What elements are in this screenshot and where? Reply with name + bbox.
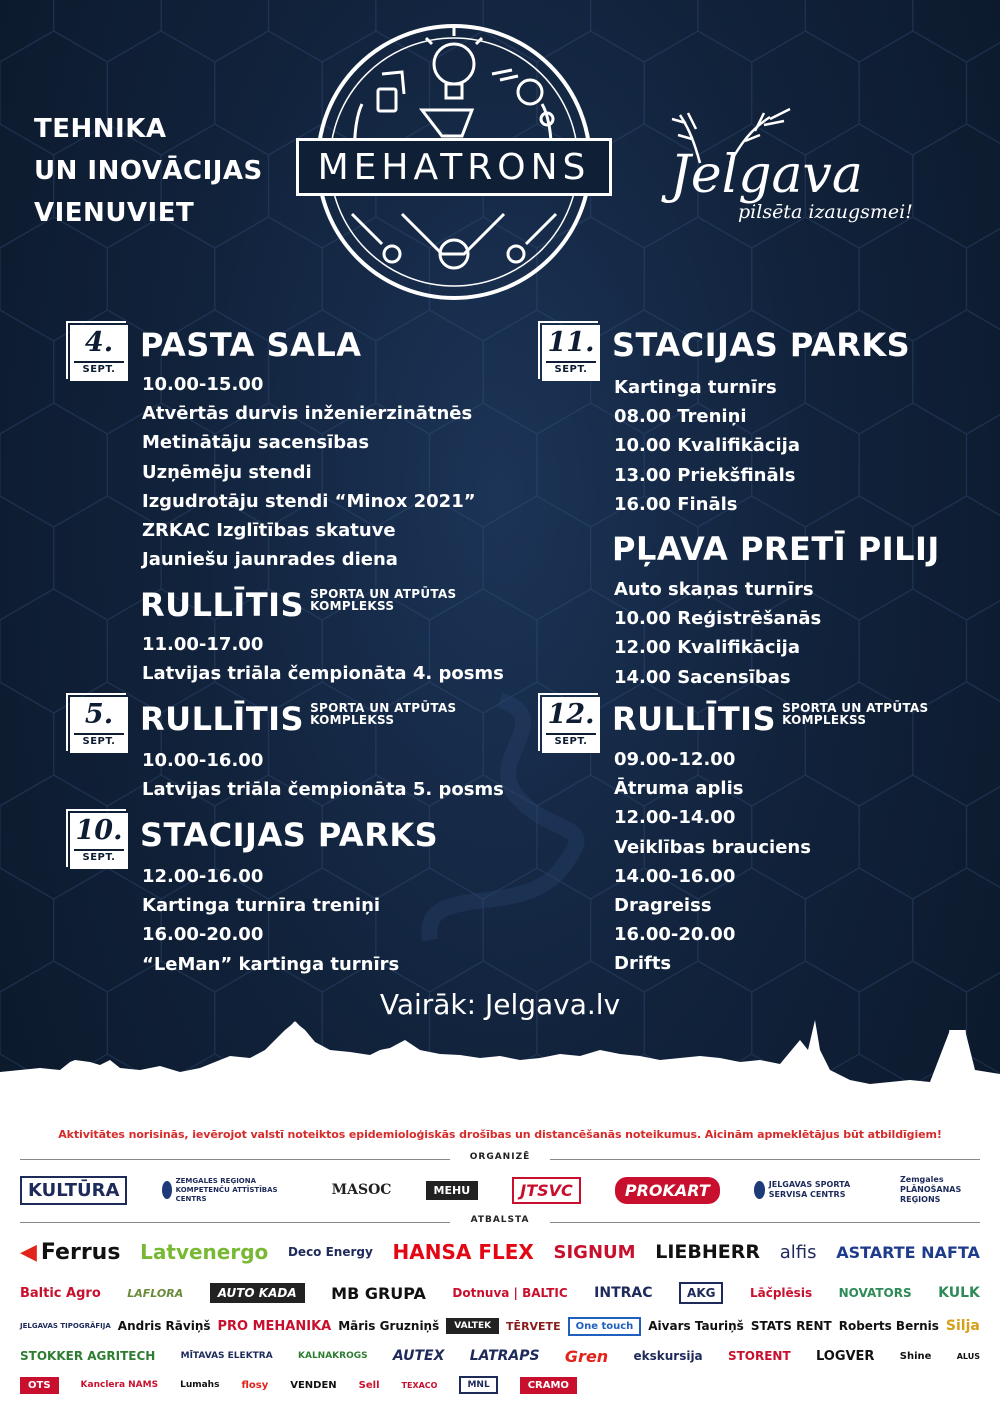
tagline-line: VIENUVIET — [34, 198, 195, 228]
event-item: 12.00-14.00 — [614, 807, 736, 829]
supporter-logo: MNL — [459, 1376, 497, 1394]
event-item: 16.00-20.00 — [614, 924, 736, 946]
event-item: 16.00-20.00 — [142, 924, 264, 946]
hexagon-shape — [913, 868, 1000, 992]
city-name: Jelgava — [670, 145, 863, 205]
supporter-logo: NOVATORS — [838, 1286, 912, 1300]
event-item: 09.00-12.00 — [614, 749, 736, 770]
hexagon-shape — [0, 496, 54, 620]
supporter-logo: Silja — [945, 1318, 980, 1334]
supporter-logo: VALTEK — [446, 1318, 499, 1334]
event-item: 14.00 Sacensības — [614, 666, 791, 688]
event-item: 10.00-15.00 — [142, 374, 264, 395]
ferrus-icon: ◀ — [20, 1239, 37, 1265]
venue-title: STACIJAS PARKS — [140, 816, 439, 854]
event-item: Dragreiss — [614, 895, 712, 917]
hexagon-shape — [752, 217, 859, 341]
hexagon-shape — [967, 775, 1000, 899]
event-item: Ātruma aplis — [614, 778, 744, 800]
hexagon-shape — [0, 682, 54, 806]
venue-title — [140, 700, 456, 738]
organizer-logo: Zemgales PLĀNOŠANAS REĢIONS — [899, 1175, 962, 1204]
supporter-logo: Lāčplēsis — [749, 1286, 813, 1300]
supporter-logo: CRAMO — [520, 1377, 577, 1394]
hexagon-shape — [805, 868, 912, 992]
event-item: 12.00-16.00 — [142, 866, 264, 887]
hexagon-shape — [967, 31, 1000, 155]
hexagon-shape — [859, 589, 966, 713]
supporter-logo: flosy — [241, 1379, 269, 1391]
date-day: 5. — [84, 699, 114, 730]
hexagon-shape — [913, 124, 1000, 248]
hexagon-shape — [161, 0, 268, 62]
hexagon-shape — [913, 310, 1000, 434]
event-item: Kartinga turnīra treniņi — [142, 895, 381, 917]
supporter-logo: Roberts Bernis — [838, 1319, 939, 1333]
supporter-logo: OTS — [20, 1377, 59, 1394]
venue-subtitle — [310, 588, 456, 612]
date-badge — [70, 325, 128, 381]
supporter-logo: AUTO KADA — [210, 1283, 305, 1303]
venue-name: RULLĪTIS — [612, 700, 777, 738]
supporters-heading: ATBALSTA — [20, 1215, 980, 1229]
supporter-logo: AKG — [679, 1282, 723, 1304]
organizer-logo-icon — [754, 1181, 765, 1199]
supporter-logo: KALNAKROGS — [298, 1351, 368, 1361]
event-items — [142, 630, 504, 688]
supporter-logo: Sell — [358, 1379, 380, 1391]
date-month: SEPT. — [74, 733, 124, 749]
supporter-logo: TĒRVETE — [506, 1319, 561, 1333]
supporter-logo: One touch — [568, 1317, 642, 1336]
event-item: 14.00-16.00 — [614, 865, 736, 887]
supporter-logo: Lumahs — [180, 1380, 220, 1390]
supporter-logo — [20, 1240, 120, 1265]
hexagon-shape — [967, 403, 1000, 527]
supporter-logo: Andris Rāviņš — [117, 1319, 211, 1333]
supporter-logo: Māris Gruzniņš — [338, 1319, 440, 1333]
venue-title: PĻAVA PRETĪ PILIJ — [612, 530, 940, 568]
venue-subtitle-line: KOMPLEKSS — [310, 599, 395, 613]
supporters-row — [20, 1280, 980, 1306]
venue-name: RULLĪTIS — [140, 700, 305, 738]
event-items — [614, 575, 821, 692]
organizer-logo — [162, 1177, 298, 1204]
jelgava-logo — [630, 105, 913, 225]
hexagon-shape — [644, 217, 751, 341]
logo-banner — [296, 138, 612, 196]
date-month: SEPT. — [546, 361, 596, 377]
venue-subtitle-line: SPORTA UN ATPŪTAS — [310, 587, 457, 601]
supporter-logo: Shine — [899, 1350, 932, 1362]
organizer-logo-icon — [162, 1181, 172, 1199]
supporter-logo: Deco Energy — [287, 1245, 373, 1259]
hexagon-shape — [859, 775, 966, 899]
venue-name: RULLĪTIS — [140, 586, 305, 624]
date-month: SEPT. — [546, 733, 596, 749]
venue-subtitle — [782, 702, 928, 726]
tagline-line: TEHNIKA — [34, 114, 167, 144]
event-items — [142, 746, 504, 804]
event-item: 08.00 Treniņi — [614, 406, 747, 428]
hexagon-shape — [859, 217, 966, 341]
hexagon-shape — [0, 310, 54, 434]
supporter-logo: STATS RENT — [750, 1319, 832, 1333]
event-item: Metinātāju sacensības — [142, 432, 370, 454]
event-items — [614, 373, 800, 519]
event-item: Veiklības brauciens — [614, 836, 811, 858]
supporter-logo: HANSA FLEX — [392, 1240, 534, 1264]
supporter-logo: Gren — [564, 1346, 609, 1366]
supporter-logo: Latvenergo — [140, 1240, 269, 1264]
event-item: Jauniešu jaunrades diena — [142, 549, 398, 571]
supporter-logo: ALUS — [956, 1351, 980, 1361]
venue-subtitle — [310, 702, 456, 726]
supporters-row — [20, 1236, 980, 1268]
hexagon-shape — [967, 589, 1000, 713]
venue-subtitle-line: SPORTA UN ATPŪTAS — [310, 701, 457, 715]
supporter-logo: KULK — [938, 1285, 980, 1301]
supporter-logo: LOGVER — [815, 1348, 875, 1364]
supporter-logo: SIGNUM — [553, 1241, 636, 1263]
organizer-logo-text: JELGAVAS SPORTA SERVISA CENTRS — [768, 1180, 851, 1199]
hexagon-shape — [0, 403, 107, 527]
organizer-logo: JTSVC — [512, 1177, 581, 1204]
event-item: Latvijas triāla čempionāta 4. posms — [142, 663, 504, 685]
supporter-logo: VENDEN — [290, 1379, 337, 1391]
date-badge — [70, 813, 128, 869]
supporters-row — [20, 1314, 980, 1338]
venue-title: PASTA SALA — [140, 326, 362, 364]
venue-subtitle-line: KOMPLEKSS — [782, 713, 867, 727]
organizer-logo: PROKART — [615, 1177, 720, 1204]
supporter-logo: LIEBHERR — [655, 1241, 761, 1263]
supporter-logo: Kanclera NAMS — [80, 1380, 159, 1390]
organizers-row — [20, 1172, 980, 1208]
event-item: Atvērtās durvis inženierzinātnēs — [142, 403, 473, 425]
tagline — [34, 108, 263, 234]
hexagon-shape — [805, 0, 912, 62]
event-item: 11.00-17.00 — [142, 634, 264, 655]
hexagon-shape — [54, 0, 161, 62]
hexagon-shape — [967, 217, 1000, 341]
date-badge — [542, 697, 600, 753]
city-skyline — [0, 1010, 1000, 1120]
supporter-logo: TEXACO — [401, 1380, 438, 1390]
supporter-logo: LATRAPS — [469, 1348, 540, 1364]
hexagon-shape — [859, 403, 966, 527]
event-item: 12.00 Kvalifikācija — [614, 637, 800, 659]
date-badge — [70, 697, 128, 753]
supporter-logo: Baltic Agro — [20, 1285, 101, 1301]
supporter-logo: ASTARTE NAFTA — [836, 1242, 980, 1262]
event-item: 16.00 Fināls — [614, 493, 738, 515]
supporter-logo: STORENT — [727, 1349, 791, 1363]
venue-title — [140, 586, 456, 624]
venue-title — [612, 700, 928, 738]
date-month: SEPT. — [74, 849, 124, 865]
date-day: 4. — [84, 327, 114, 358]
supporter-logo: LAFLORA — [127, 1286, 184, 1300]
event-item: Izgudrotāju stendi “Minox 2021” — [142, 490, 476, 512]
supporter-logo: Dotnuva | BALTIC — [452, 1286, 568, 1300]
event-items — [614, 745, 811, 979]
event-items — [142, 370, 476, 574]
safety-notice: Aktivitātes norisinās, ievērojot valstī noteiktos epidemioloģiskās drošības un distancēšanās noteikumus. Aicinām apmeklētājus būt atbildīgiem! — [58, 1128, 942, 1141]
organizer-logo: MEHU — [426, 1181, 479, 1200]
event-item: 10.00-16.00 — [142, 750, 264, 771]
event-item: Auto skaņas turnīrs — [614, 579, 814, 600]
date-day: 12. — [547, 699, 595, 730]
hexagon-shape — [483, 496, 590, 620]
event-item: 13.00 Priekšfināls — [614, 464, 796, 486]
date-day: 11. — [547, 327, 595, 358]
supporter-logo: AUTEX — [392, 1348, 445, 1364]
hexagon-shape — [0, 0, 54, 62]
organizers-heading: ORGANIZĒ — [20, 1152, 980, 1166]
supporter-logo: MB GRUPA — [331, 1283, 426, 1303]
venue-subtitle-line: KOMPLEKSS — [310, 713, 395, 727]
supporters-row — [20, 1344, 980, 1368]
supporter-logo-text: Ferrus — [40, 1239, 121, 1265]
event-item: “LeMan” kartinga turnīrs — [142, 953, 400, 975]
event-item: Drifts — [614, 953, 672, 975]
event-items — [142, 862, 399, 979]
supporter-logo: alfis — [779, 1241, 817, 1263]
supporter-logo: INTRAC — [594, 1285, 653, 1301]
supporter-logo: STOKKER AGRITECH — [20, 1349, 156, 1363]
more-info-link[interactable]: Vairāk: Jelgava.lv — [379, 988, 621, 1021]
supporter-logo: MĪTAVAS ELEKTRA — [180, 1351, 273, 1361]
supporter-logo: ekskursija — [633, 1349, 703, 1363]
venue-title: STACIJAS PARKS — [612, 326, 911, 364]
date-month: SEPT. — [74, 361, 124, 377]
organizer-logo: MASOC — [331, 1182, 392, 1198]
event-item: ZRKAC Izglītības skatuve — [142, 520, 396, 542]
event-item: Uzņēmēju stendi — [142, 461, 312, 483]
hexagon-shape — [913, 0, 1000, 62]
tagline-line: UN INOVĀCIJAS — [34, 156, 263, 186]
event-item: Latvijas triāla čempionāta 5. posms — [142, 779, 504, 801]
organizer-logo — [754, 1180, 866, 1200]
supporter-logo: Aivars Tauriņš — [648, 1319, 744, 1333]
date-day: 10. — [75, 815, 123, 846]
supporters-row — [20, 1374, 980, 1396]
hexagon-shape — [698, 0, 805, 62]
supporter-logo: JELGAVAS TIPOGRĀFIJA — [20, 1322, 111, 1330]
city-motto: pilsēta izaugsmei! — [738, 201, 913, 223]
event-item: 10.00 Reģistrēšanās — [614, 608, 822, 630]
event-item: Kartinga turnīrs — [614, 377, 777, 398]
supporter-logo: PRO MEHANIKA — [217, 1318, 332, 1334]
organizer-logo: KULTŪRA — [20, 1176, 127, 1205]
logo-title: MEHATRONS — [317, 146, 591, 188]
organizer-logo-text: ZEMGALES REĢIONA KOMPETENČU ATTĪSTĪBAS CENTRS — [175, 1176, 278, 1203]
venue-subtitle-line: SPORTA UN ATPŪTAS — [782, 701, 929, 715]
date-badge — [542, 325, 600, 381]
event-item: 10.00 Kvalifikācija — [614, 435, 800, 457]
hexagon-shape — [0, 868, 54, 992]
